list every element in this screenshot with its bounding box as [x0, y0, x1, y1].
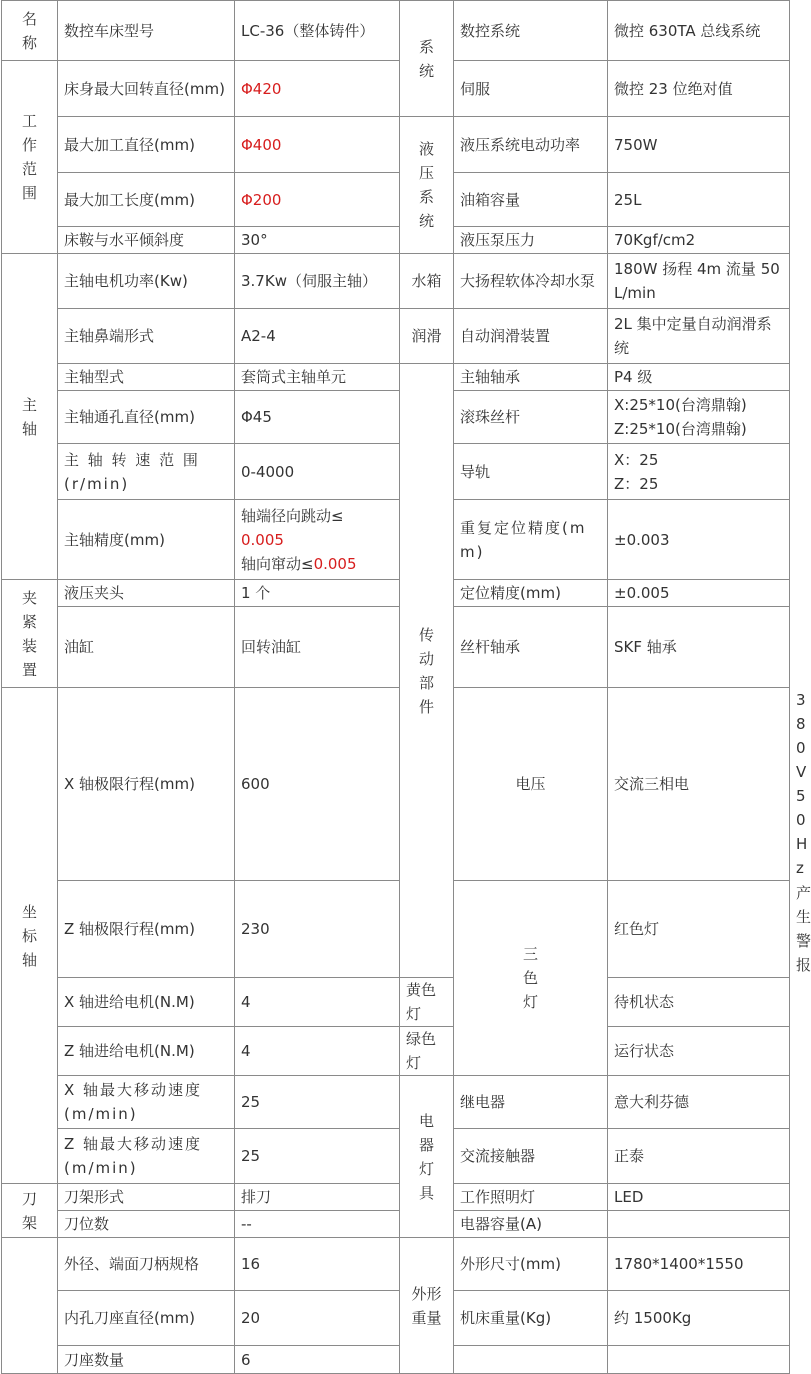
axial-label: 轴向窜动≤: [241, 554, 314, 573]
spec-value: 微控 630TA 总线系统: [608, 1, 790, 61]
spec-value: 3.7Kw（伺服主轴）: [235, 254, 400, 309]
spec-value: 套筒式主轴单元: [235, 364, 400, 391]
table-row: [2, 580, 790, 607]
spec-value: SKF 轴承: [608, 607, 790, 688]
group-label-axes: 坐 标 轴: [2, 688, 58, 1184]
table-row: [2, 1238, 790, 1291]
table-row: [2, 309, 790, 364]
spec-label: 油箱容量: [454, 173, 608, 227]
axial-value: 0.005: [313, 554, 357, 573]
spec-value: X：25 Z：25: [608, 444, 790, 500]
spec-label: 主轴鼻端形式: [58, 309, 235, 364]
spec-value: Φ45: [235, 391, 400, 444]
spec-value: Φ420: [235, 61, 400, 117]
spec-label: 工作照明灯: [454, 1184, 608, 1211]
spec-value: 16: [235, 1238, 400, 1291]
spec-value: 回转油缸: [235, 607, 400, 688]
spec-label: 交流接触器: [454, 1129, 608, 1184]
runout-label: 轴端径向跳动≤: [241, 506, 344, 525]
spec-value: 70Kgf/cm2: [608, 227, 790, 254]
spec-label: 主轴型式: [58, 364, 235, 391]
group-label-tool-holder: 刀 架: [2, 1184, 58, 1238]
spec-label: 导轨: [454, 444, 608, 500]
spec-value: [608, 1346, 790, 1374]
table-row: [2, 607, 790, 688]
spec-value: LC-36（整体铸件）: [235, 1, 400, 61]
spec-value: 微控 23 位绝对值: [608, 61, 790, 117]
table-row: [2, 227, 790, 254]
spec-label: 电器容量(A): [454, 1211, 608, 1238]
group-label-system: 系 统: [400, 1, 454, 117]
group-label-voltage: 电压: [454, 688, 608, 881]
spec-label: Z 轴进给电机(N.M): [58, 1027, 235, 1076]
spec-label: 数控车床型号: [58, 1, 235, 61]
spec-value: 25L: [608, 173, 790, 227]
spec-value: 2L 集中定量自动润滑系统: [608, 309, 790, 364]
runout-value: 0.005: [241, 530, 284, 549]
spec-label: 液压泵压力: [454, 227, 608, 254]
spec-label: X 轴最大移动速度 (m/min): [58, 1076, 235, 1129]
spec-value: Φ400: [235, 117, 400, 173]
spec-label: 绿色灯: [400, 1027, 454, 1076]
spec-label: 数控系统: [454, 1, 608, 61]
spec-label: 液压系统电动功率: [454, 117, 608, 173]
spec-value: LED: [608, 1184, 790, 1211]
spec-label: 刀架形式: [58, 1184, 235, 1211]
spec-value: 正泰: [608, 1129, 790, 1184]
spec-value: 180W 扬程 4m 流量 50L/min: [608, 254, 790, 309]
spec-value: 0-4000: [235, 444, 400, 500]
table-row: [2, 61, 790, 117]
table-row: [2, 1076, 790, 1129]
spec-value: 750W: [608, 117, 790, 173]
spec-value: --: [235, 1211, 400, 1238]
spec-label: 机床重量(Kg): [454, 1291, 608, 1346]
spec-label: 交流三相电: [608, 688, 790, 881]
spec-label: 油缸: [58, 607, 235, 688]
table-row: [2, 1291, 790, 1346]
spec-value: A2-4: [235, 309, 400, 364]
table-row: [2, 1184, 790, 1211]
spec-label: 刀座数量: [58, 1346, 235, 1374]
spec-value: Φ200: [235, 173, 400, 227]
spec-value: 约 1500Kg: [608, 1291, 790, 1346]
table-row: [2, 391, 790, 444]
spec-label: 重复定位精度(mm): [454, 500, 608, 580]
group-label-spindle: 主 轴: [2, 254, 58, 580]
spec-value: 6: [235, 1346, 400, 1374]
group-label-water-tank: 水箱: [400, 254, 454, 309]
spec-value: 排刀: [235, 1184, 400, 1211]
spec-value: 4: [235, 978, 400, 1027]
group-label-clamping: 夹 紧 装 置: [2, 580, 58, 688]
spec-label: 丝杆轴承: [454, 607, 608, 688]
spec-value: 25: [235, 1129, 400, 1184]
spec-label: 主轴精度(mm): [58, 500, 235, 580]
spec-label: 继电器: [454, 1076, 608, 1129]
spec-label: X 轴极限行程(mm): [58, 688, 235, 881]
spec-value: 230: [235, 881, 400, 978]
spec-value: P4 级: [608, 364, 790, 391]
spec-label: Z 轴极限行程(mm): [58, 881, 235, 978]
spec-label: 主 轴 转 速 范 围 (r/min): [58, 444, 235, 500]
table-row: [2, 444, 790, 500]
spec-label: 刀位数: [58, 1211, 235, 1238]
spec-table: [1, 0, 811, 1374]
spec-label: 大扬程软体冷却水泵: [454, 254, 608, 309]
table-row: [2, 254, 790, 309]
spec-value: 运行状态: [608, 1027, 790, 1076]
spec-value: 4: [235, 1027, 400, 1076]
runout-line: [241, 504, 393, 528]
table-row: [2, 1, 790, 61]
spec-value: 意大利芬德: [608, 1076, 790, 1129]
table-row: [2, 364, 790, 391]
group-label-dimensions-weight: 外形 重量: [400, 1238, 454, 1374]
spec-label: 外形尺寸(mm): [454, 1238, 608, 1291]
axial-line: [241, 552, 393, 576]
spec-label: 外径、端面刀柄规格: [58, 1238, 235, 1291]
spec-value: X:25*10(台湾鼎翰) Z:25*10(台湾鼎翰): [608, 391, 790, 444]
table-row: [2, 978, 790, 1027]
spec-label: 红色灯: [608, 881, 790, 978]
spec-value: 25: [235, 1076, 400, 1129]
table-row: [2, 117, 790, 173]
spec-label: 主轴通孔直径(mm): [58, 391, 235, 444]
spec-label: 主轴电机功率(Kw): [58, 254, 235, 309]
spec-label: X 轴进给电机(N.M): [58, 978, 235, 1027]
group-label-lubrication: 润滑: [400, 309, 454, 364]
spec-value: ±0.005: [608, 580, 790, 607]
table-row: [2, 173, 790, 227]
spec-label: 最大加工直径(mm): [58, 117, 235, 173]
spec-value: 30°: [235, 227, 400, 254]
table-row: [2, 1346, 790, 1374]
group-label-working-range: 工 作 范 围: [2, 61, 58, 254]
spec-value: [608, 1211, 790, 1238]
spec-value: ±0.003: [608, 500, 790, 580]
table-row: [2, 1027, 790, 1076]
table-row: Z 轴极限行程(mm) 230 三 色 灯 红色灯 产生警报: [2, 881, 790, 978]
spec-label: 床鞍与水平倾斜度: [58, 227, 235, 254]
spec-label: 自动润滑装置: [454, 309, 608, 364]
table-row: [2, 1129, 790, 1184]
spec-label: 伺服: [454, 61, 608, 117]
group-label-electrical: 电 器 灯 具: [400, 1076, 454, 1238]
spec-value: 20: [235, 1291, 400, 1346]
spec-value: [235, 500, 400, 580]
table-row: 坐 标 轴 X 轴极限行程(mm) 600 电压 交流三相电 380V 50Hz: [2, 688, 790, 881]
spec-value: 1 个: [235, 580, 400, 607]
group-label-name: 名 称: [2, 1, 58, 61]
spec-label: 床身最大回转直径(mm): [58, 61, 235, 117]
spec-label: 定位精度(mm): [454, 580, 608, 607]
spec-label: Z 轴最大移动速度 (m/min): [58, 1129, 235, 1184]
spec-label: 滚珠丝杆: [454, 391, 608, 444]
spec-value: 600: [235, 688, 400, 881]
runout-value-line: [241, 528, 393, 552]
table-row: [2, 1211, 790, 1238]
spec-label: 主轴轴承: [454, 364, 608, 391]
group-label-hydraulic: 液 压 系 统: [400, 117, 454, 254]
group-label-blank: [2, 1238, 58, 1374]
spec-value: 1780*1400*1550: [608, 1238, 790, 1291]
group-label-transmission: 传 动 部 件: [400, 364, 454, 978]
table-row: [2, 500, 790, 580]
spec-label: 黄色灯: [400, 978, 454, 1027]
spec-value: 待机状态: [608, 978, 790, 1027]
spec-label: [454, 1346, 608, 1374]
group-label-tricolor-light: 三 色 灯: [454, 881, 608, 1076]
spec-label: 最大加工长度(mm): [58, 173, 235, 227]
spec-label: 内孔刀座直径(mm): [58, 1291, 235, 1346]
spec-label: 液压夹头: [58, 580, 235, 607]
